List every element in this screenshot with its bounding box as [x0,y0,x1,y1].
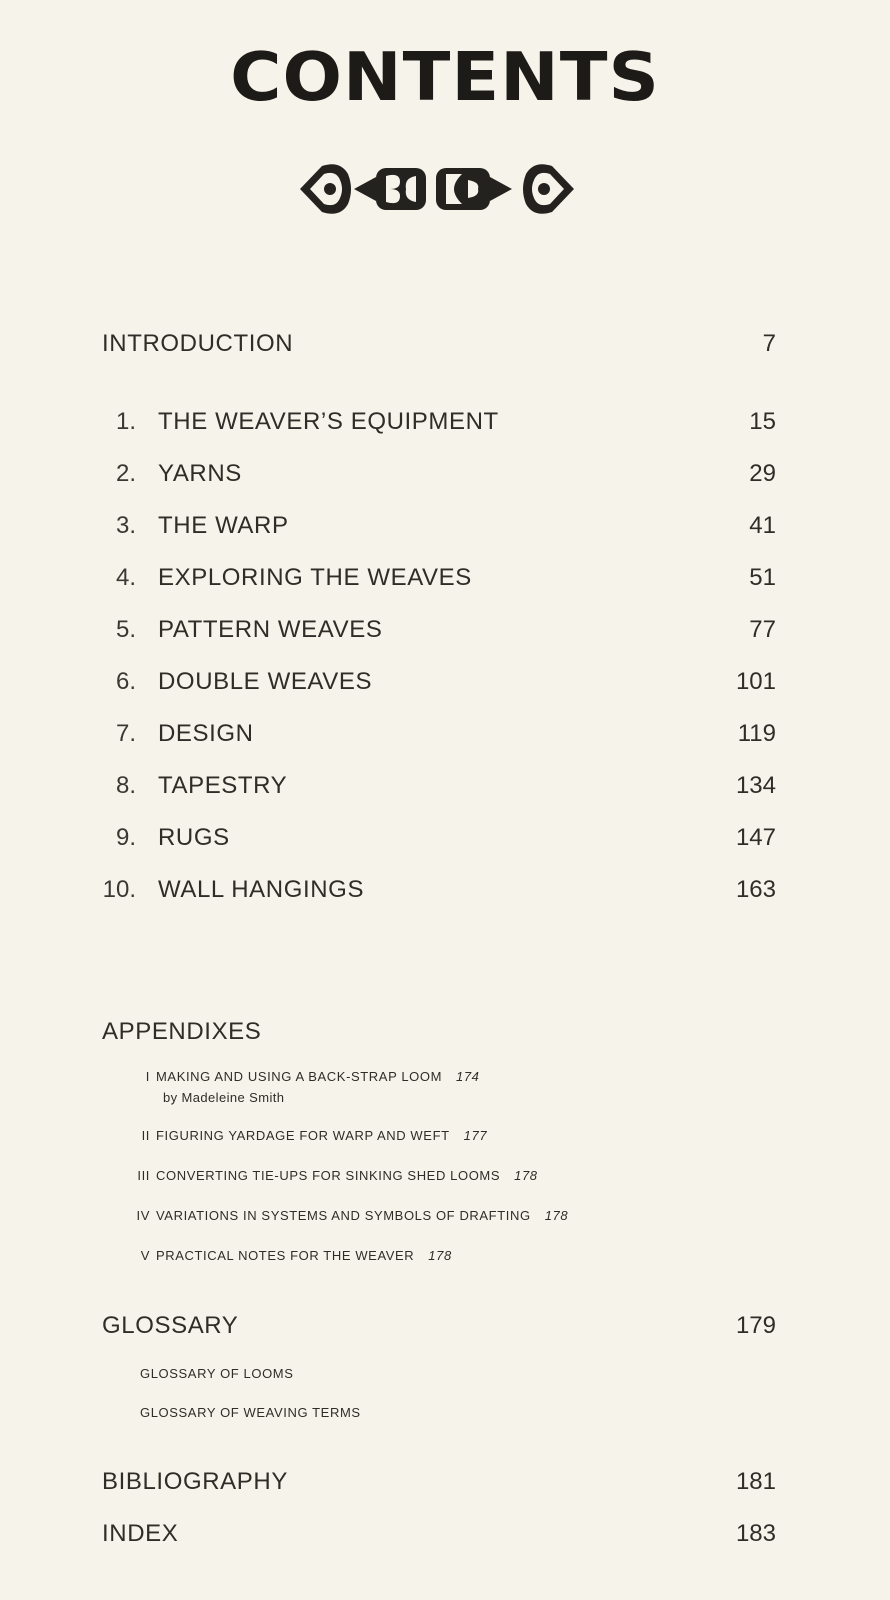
section-page: 183 [735,1520,776,1547]
toc-chapter[interactable] [0,824,890,864]
appendix-page: 178 [428,1248,452,1263]
appendix-page: 174 [456,1069,480,1084]
toc-chapter[interactable] [0,720,890,760]
chapter-number: 6. [115,668,136,695]
chapter-number: 4. [115,564,136,591]
ornament-icon [296,158,578,220]
chapter-page: 77 [749,616,776,643]
chapter-number: 2. [115,460,136,487]
chapter-number: 9. [115,824,136,851]
appendix-item[interactable] [124,1248,452,1263]
chapter-page: 51 [749,564,776,591]
toc-chapter[interactable] [0,460,890,500]
toc-section-glossary[interactable] [0,1312,890,1352]
entry-label: INTRODUCTION [102,330,294,357]
chapter-title: THE WARP [158,512,289,539]
chapter-title: RUGS [158,824,230,851]
chapter-page: 119 [737,720,776,747]
appendix-page: 178 [514,1168,538,1183]
chapter-page: 147 [735,824,776,851]
toc-chapter[interactable] [0,564,890,604]
chapter-number: 7. [115,720,136,747]
chapter-number: 1. [115,408,136,435]
toc-chapter[interactable] [0,876,890,916]
section-page: 179 [735,1312,776,1339]
toc-section-index[interactable] [0,1520,890,1560]
appendix-title: FIGURING YARDAGE FOR WARP AND WEFT [156,1128,450,1143]
appendix-byline: by Madeleine Smith [163,1090,285,1105]
chapter-number: 10. [102,876,136,903]
section-page: 181 [735,1468,776,1495]
toc-chapter[interactable] [0,408,890,448]
chapter-title: TAPESTRY [158,772,288,799]
appendix-numeral: V [140,1248,150,1263]
appendix-item[interactable] [124,1128,487,1143]
chapter-number: 3. [115,512,136,539]
chapter-title: DESIGN [158,720,254,747]
section-heading: BIBLIOGRAPHY [102,1468,288,1495]
appendix-numeral: IV [136,1208,150,1223]
chapter-page: 101 [735,668,776,695]
chapter-title: EXPLORING THE WEAVES [158,564,472,591]
chapter-number: 8. [115,772,136,799]
entry-page: 7 [762,330,776,357]
appendix-numeral: I [145,1069,150,1084]
appendix-title: MAKING AND USING A BACK-STRAP LOOM [156,1069,442,1084]
chapter-title: PATTERN WEAVES [158,616,383,643]
chapter-page: 41 [749,512,776,539]
appendix-page: 177 [463,1128,488,1143]
chapter-number: 5. [115,616,136,643]
section-heading: INDEX [102,1520,179,1547]
toc-chapter[interactable] [0,616,890,656]
appendix-item[interactable] [124,1069,480,1084]
toc-chapter[interactable] [0,512,890,552]
chapter-title: DOUBLE WEAVES [158,668,373,695]
appendix-title: CONVERTING TIE-UPS FOR SINKING SHED LOOMS [156,1168,501,1183]
chapter-title: WALL HANGINGS [158,876,365,903]
toc-section-appendixes[interactable] [0,1018,890,1058]
glossary-sub-item[interactable]: GLOSSARY OF WEAVING TERMS [140,1405,361,1420]
chapter-page: 15 [749,408,776,435]
chapter-page: 163 [735,876,776,903]
chapter-page: 134 [735,772,776,799]
section-heading: APPENDIXES [102,1018,262,1045]
section-heading: GLOSSARY [102,1312,239,1339]
appendix-page: 178 [544,1208,569,1223]
appendix-title: PRACTICAL NOTES FOR THE WEAVER [156,1248,415,1263]
toc-section-bibliography[interactable] [0,1468,890,1508]
appendix-item[interactable] [124,1168,538,1183]
chapter-page: 29 [749,460,776,487]
page-title: CONTENTS [230,38,660,116]
chapter-title: YARNS [158,460,242,487]
glossary-sub-item[interactable]: GLOSSARY OF LOOMS [140,1366,294,1381]
appendix-numeral: II [141,1128,150,1143]
chapter-title: THE WEAVER’S EQUIPMENT [158,408,499,435]
appendix-title: VARIATIONS IN SYSTEMS AND SYMBOLS OF DRAFTING [156,1208,531,1223]
appendix-numeral: III [137,1168,150,1183]
toc-chapter[interactable] [0,668,890,708]
toc-chapter[interactable] [0,772,890,812]
appendix-item[interactable] [124,1208,568,1223]
toc-entry-introduction[interactable] [0,330,890,370]
